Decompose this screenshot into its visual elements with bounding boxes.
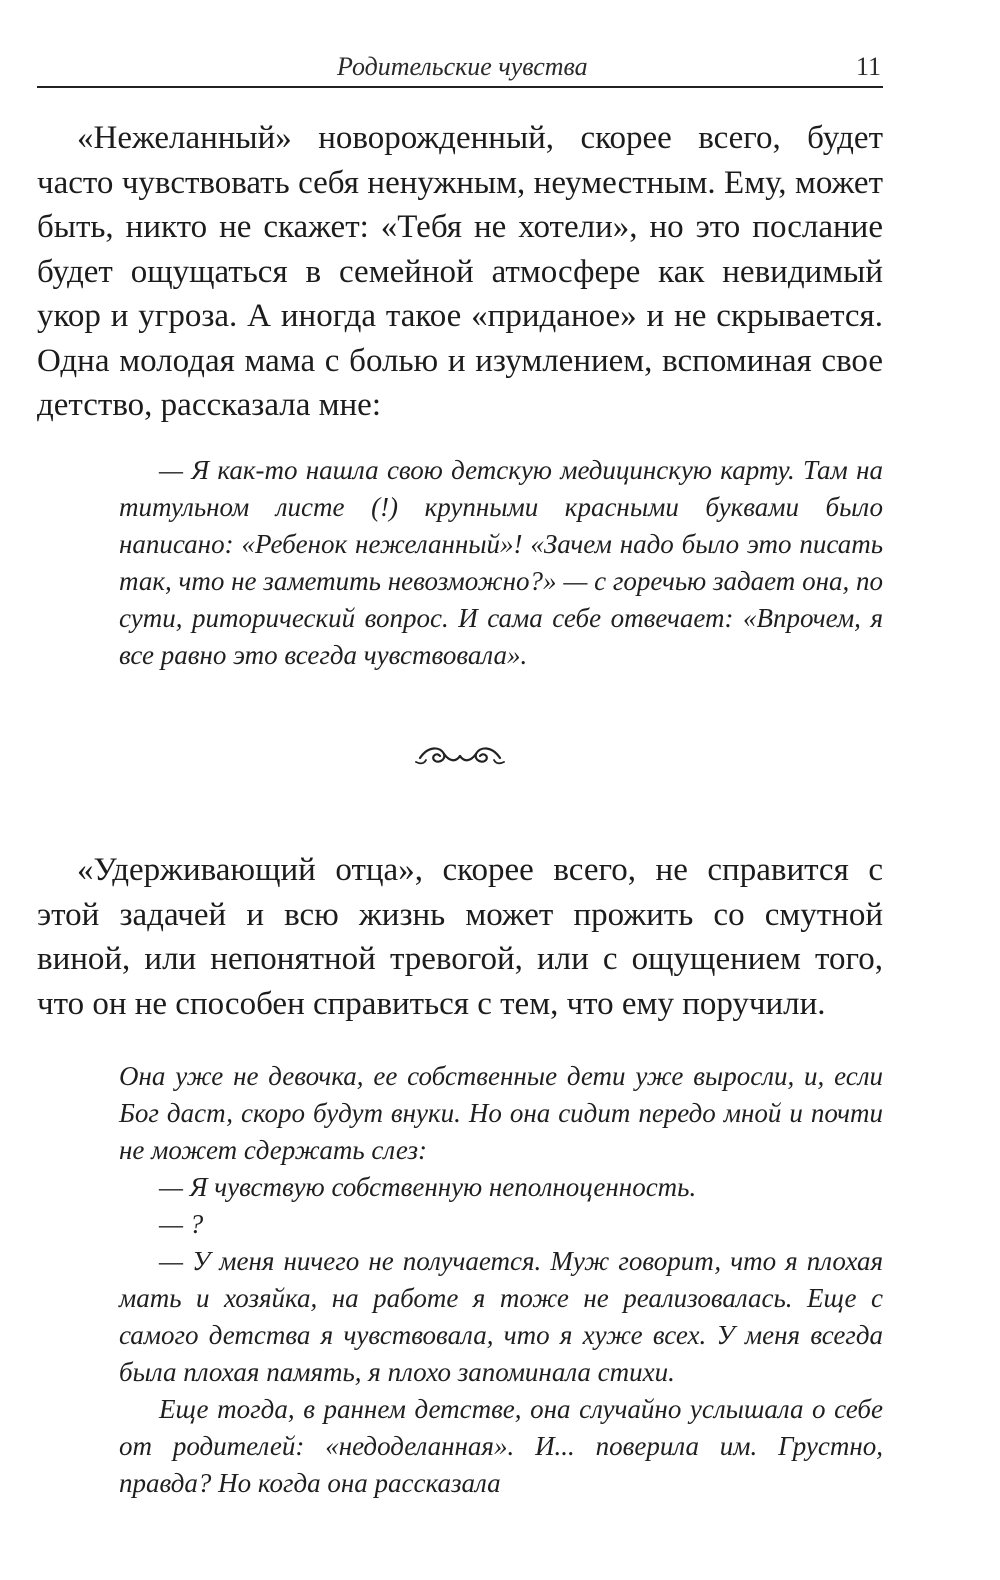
quote-line: — Я чувствую собственную неполноценность. bbox=[159, 1172, 697, 1202]
page-number: 11 bbox=[855, 52, 881, 81]
quote-line: Еще тогда, в раннем детстве, она случайно услышала о себе от родителей: «недоделанная». И... поверила им. Грустно, правда? Но когда она рассказала bbox=[119, 1394, 883, 1498]
quote-inadequacy bbox=[119, 1058, 883, 1502]
fleuron-divider-icon bbox=[410, 740, 510, 772]
quote-intro: Она уже не девочка, ее собственные дети уже выросли, и, если Бог даст, скоро будут внуки. Но она сидит передо мной и почти не может сдержать слез: bbox=[119, 1061, 883, 1165]
chapter-title: Родительские чувства bbox=[337, 52, 588, 81]
quote-medical-card bbox=[119, 452, 883, 674]
paragraph-unwanted-newborn bbox=[37, 116, 883, 428]
quote-text: — Я как-то нашла свою детскую медицинскую карту. Там на титульном листе (!) крупными красными буквами было написано: «Ребенок нежеланный»! «Зачем надо было это писать так, что не заметить невозможно?» — с горечью задает она, по сути, риторический вопрос. И сама себе отвечает: «Впрочем, я все равно это всегда чувствовала». bbox=[119, 455, 883, 670]
paragraph-holding-father bbox=[37, 848, 883, 1026]
book-page bbox=[37, 0, 883, 1580]
quote-line: — ? bbox=[159, 1209, 204, 1239]
running-header bbox=[37, 50, 883, 88]
quote-line: — У меня ничего не получается. Муж говорит, что я плохая мать и хозяйка, на работе я тоже не реализовалась. Еще с самого детства я чувствовала, что я хуже всех. У меня всегда была плохая память, я плохо запоминала стихи. bbox=[119, 1246, 883, 1387]
paragraph-text: «Удерживающий отца», скорее всего, не справится с этой задачей и всю жизнь может прожить со смутной виной, или непонятной тревогой, или с ощущением того, что он не способен справиться с тем, что ему поручили. bbox=[37, 852, 883, 1022]
paragraph-text: «Нежеланный» новорожденный, скорее всего, будет часто чувствовать себя ненужным, неуместным. Ему, может быть, никто не скажет: «Тебя не хотели», но это послание будет ощущаться в семейной атмосфере как невидимый укор и угроза. А иногда такое «приданое» и не скрывается. Одна молодая мама с болью и изумлением, вспоминая свое детство, рассказала мне: bbox=[37, 120, 883, 423]
